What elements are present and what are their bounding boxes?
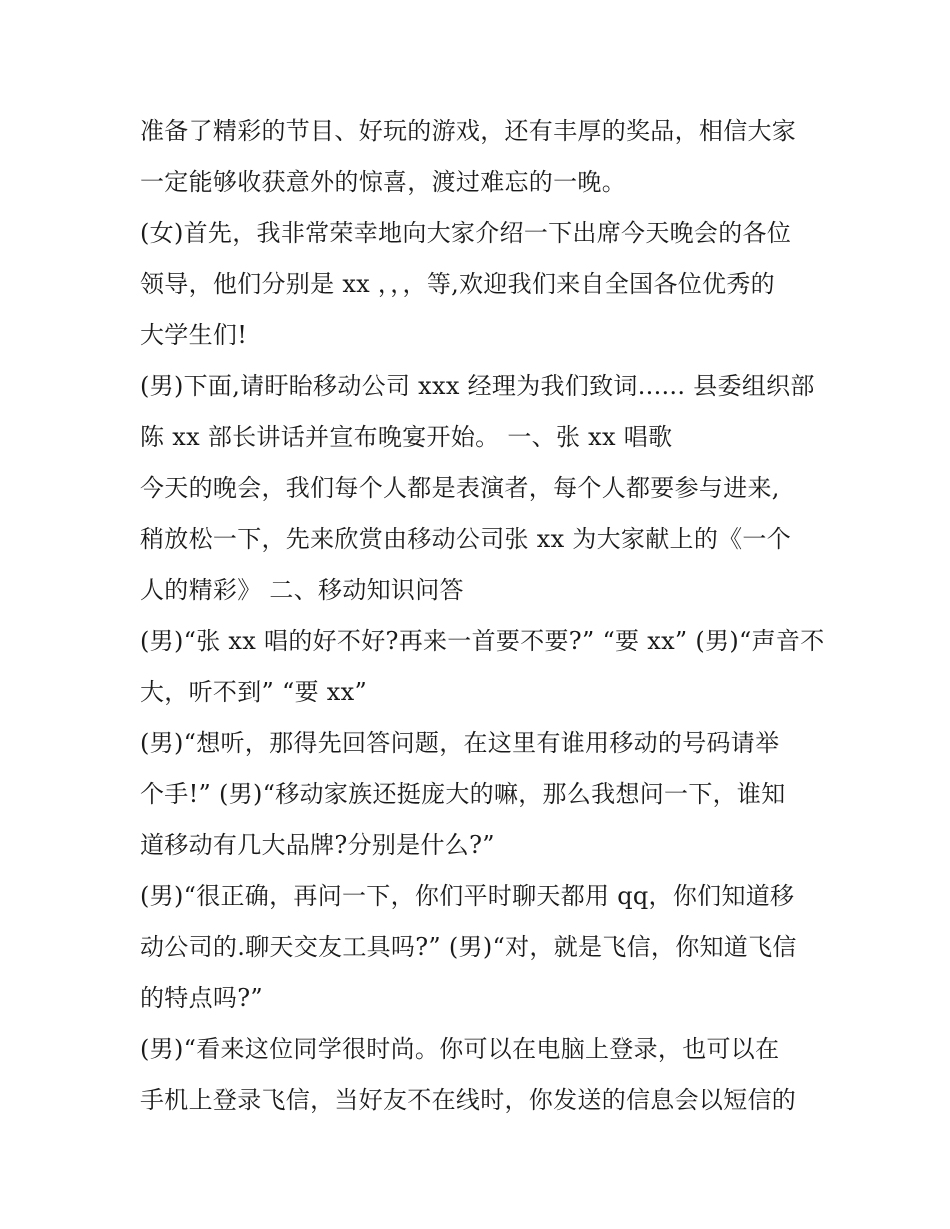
text-line: 陈 xx 部长讲话并宣布晚宴开始。 一、张 xx 唱歌 [140,423,673,451]
text-line: 个手!” (男)“移动家族还挺庞大的嘛，那么我想问一下，谁知 [140,780,786,808]
text-line: (男)“张 xx 唱的好不好?再来一首要不要?” “要 xx” (男)“声音不 [140,627,825,655]
text-line: 一定能够收获意外的惊喜，渡过难忘的一晚。 [140,168,626,196]
text-line: 稍放松一下，先来欣赏由移动公司张 xx 为大家献上的《一个 [140,525,792,553]
text-line: (男)“想听，那得先回答问题，在这里有谁用移动的号码请举 [140,729,780,757]
text-line: (男)“很正确，再问一下，你们平时聊天都用 qq，你们知道移 [140,882,795,910]
text-line: 手机上登录飞信，当好友不在线时，你发送的信息会以短信的 [140,1086,797,1114]
text-line: 的特点吗?” [140,984,263,1012]
text-line: 人的精彩》 二、移动知识问答 [140,576,464,604]
text-line: 道移动有几大品牌?分别是什么?” [140,831,495,859]
text-line: 大，听不到” “要 xx” [140,678,368,706]
text-line: (男)“看来这位同学很时尚。你可以在电脑上登录，也可以在 [140,1035,780,1063]
text-line: 今天的晚会，我们每个人都是表演者，每个人都要参与进来, [140,474,780,502]
text-line: 准备了精彩的节目、好玩的游戏，还有丰厚的奖品，相信大家 [140,117,797,145]
text-line: 领导，他们分别是 xx ，，，等,欢迎我们来自全国各位优秀的 [140,270,775,298]
text-line: 动公司的.聊天交友工具吗?” (男)“对，就是飞信，你知道飞信 [140,933,797,961]
text-line: (女)首先，我非常荣幸地向大家介绍一下出席今天晚会的各位 [140,219,792,247]
document-body [140,106,830,1126]
text-line: (男)下面,请盱眙移动公司 xxx 经理为我们致词...... 县委组织部 [140,372,815,400]
text-line: 大学生们! [140,321,248,349]
